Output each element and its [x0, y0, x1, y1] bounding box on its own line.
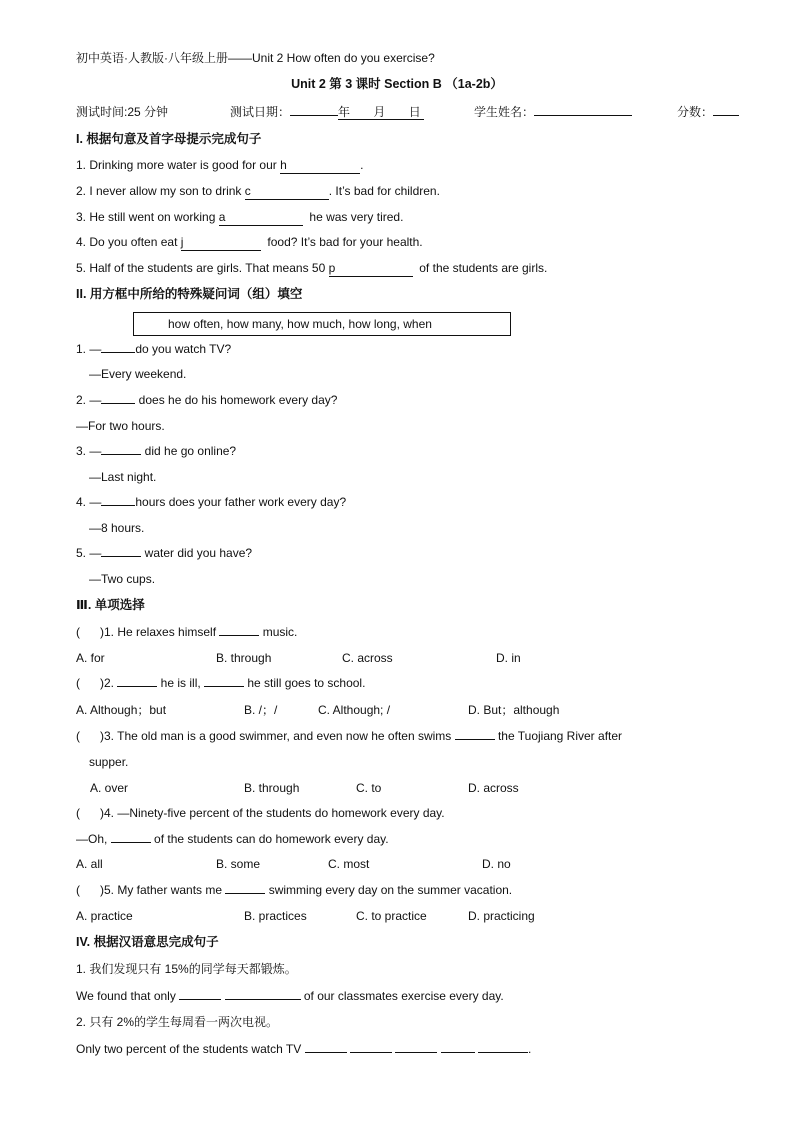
page-title: Unit 2 第 3 课时 Section B （1a-2b） — [291, 77, 503, 91]
s2-blank-1[interactable] — [101, 341, 135, 353]
s3-blank-4[interactable] — [111, 831, 151, 843]
s4-blank-2d[interactable] — [441, 1041, 475, 1053]
s2-answer-3: —Last night. — [89, 470, 157, 484]
s3-question-5: ( )5. My father wants me swimming every day on the summer vacation. — [76, 883, 513, 897]
s3-q3-option-d[interactable]: D. across — [468, 781, 519, 795]
score-blank[interactable] — [713, 104, 739, 116]
s2-answer-5: —Two cups. — [89, 572, 156, 586]
s2-question-3: 3. — did he go online? — [76, 444, 237, 458]
test-time: 测试时间:25 分钟 — [76, 105, 169, 119]
s2-question-2: 2. — does he do his homework every day? — [76, 393, 338, 407]
s3-q2-option-a[interactable]: A. Although；but — [76, 703, 167, 717]
s3-q2-option-b[interactable]: B. /；/ — [244, 703, 278, 717]
s4-blank-2b[interactable] — [350, 1041, 392, 1053]
s1-item-4: 4. Do you often eat j food? It’s bad for your health. — [76, 235, 423, 249]
s4-blank-2c[interactable] — [395, 1041, 437, 1053]
s3-question-3-cont: supper. — [89, 755, 129, 769]
s1-item-3: 3. He still went on working a he was very tired. — [76, 210, 404, 224]
s1-item-1: 1. Drinking more water is good for our h . — [76, 158, 364, 172]
s2-question-1: 1. — do you watch TV? — [76, 342, 232, 356]
s1-blank-1[interactable]: h — [280, 157, 360, 174]
s1-item-2: 2. I never allow my son to drink c . It’s bad for children. — [76, 184, 440, 198]
s2-blank-5[interactable] — [101, 545, 141, 557]
s3-q5-option-b[interactable]: B. practices — [244, 909, 307, 923]
s4-blank-1a[interactable] — [179, 988, 221, 1000]
s3-q5-option-a[interactable]: A. practice — [76, 909, 133, 923]
name-blank[interactable] — [534, 104, 632, 116]
s3-q2-option-c[interactable]: C. Although; / — [318, 703, 391, 717]
s4-chinese-1: 1. 我们发现只有 15%的同学每天都锻炼。 — [76, 962, 297, 976]
s3-q3-option-a[interactable]: A. over — [90, 781, 129, 795]
s3-q3-option-c[interactable]: C. to — [356, 781, 382, 795]
s3-question-4: ( )4. —Ninety-five percent of the students do homework every day. — [76, 806, 445, 820]
s3-q4-option-c[interactable]: C. most — [328, 857, 370, 871]
s3-q5-option-d[interactable]: D. practicing — [468, 909, 535, 923]
s2-answer-2: —For two hours. — [76, 419, 165, 433]
s2-answer-4: —8 hours. — [89, 521, 145, 535]
s3-q4-option-b[interactable]: B. some — [216, 857, 261, 871]
date-label: 测试日期： — [230, 105, 291, 119]
date-year: 年 月 日 — [338, 105, 424, 120]
s3-question-1: ( )1. He relaxes himself music. — [76, 625, 298, 639]
s3-q4-option-a[interactable]: A. all — [76, 857, 103, 871]
s3-q1-option-b[interactable]: B. through — [216, 651, 272, 665]
s2-blank-2[interactable] — [101, 392, 135, 404]
s3-blank-1[interactable] — [219, 624, 259, 636]
s2-question-5: 5. — water did you have? — [76, 546, 253, 560]
section-4-heading: IV. 根据汉语意思完成句子 — [76, 935, 219, 949]
s3-q3-option-b[interactable]: B. through — [244, 781, 300, 795]
s3-q2-option-d[interactable]: D. But；although — [468, 703, 560, 717]
score: 分数： — [677, 104, 739, 120]
s4-english-1: We found that only of our classmates exercise every day. — [76, 989, 504, 1003]
section-3-heading: Ⅲ. 单项选择 — [76, 598, 145, 612]
s2-blank-3[interactable] — [101, 443, 141, 455]
section-2-heading: II. 用方框中所给的特殊疑问词（组）填空 — [76, 287, 303, 301]
s1-blank-2[interactable]: c — [245, 183, 329, 200]
s3-q1-option-a[interactable]: A. for — [76, 651, 105, 665]
s3-blank-5[interactable] — [225, 882, 265, 894]
s1-blank-3[interactable]: a — [219, 209, 303, 226]
s1-blank-4[interactable]: j — [181, 234, 261, 251]
s2-blank-4[interactable] — [101, 494, 135, 506]
s4-blank-2e[interactable] — [478, 1041, 528, 1053]
s4-english-2: Only two percent of the students watch TV . — [76, 1042, 532, 1056]
s2-answer-1: —Every weekend. — [89, 367, 187, 381]
s4-blank-1b[interactable] — [225, 988, 301, 1000]
s3-blank-2b[interactable] — [204, 675, 244, 687]
s3-q5-option-c[interactable]: C. to practice — [356, 909, 427, 923]
s3-question-3: ( )3. The old man is a good swimmer, and even now he often swims the Tuojiang River after — [76, 729, 623, 743]
test-date — [230, 104, 424, 120]
s3-q1-option-c[interactable]: C. across — [342, 651, 393, 665]
s3-q4-option-d[interactable]: D. no — [482, 857, 511, 871]
s3-q1-option-d[interactable]: D. in — [496, 651, 521, 665]
s3-question-2: ( )2. he is ill, he still goes to school. — [76, 676, 366, 690]
s1-blank-5[interactable]: p — [329, 260, 413, 277]
date-blank-year[interactable] — [290, 104, 338, 116]
s2-question-4: 4. — hours does your father work every day? — [76, 495, 347, 509]
section-1-heading: I. 根据句意及首字母提示完成句子 — [76, 132, 262, 146]
breadcrumb: 初中英语·人教版·八年级上册——Unit 2 How often do you exercise? — [76, 51, 435, 65]
s4-chinese-2: 2. 只有 2%的学生每周看一两次电视。 — [76, 1015, 279, 1029]
s3-question-4-reply: —Oh, of the students can do homework every day. — [76, 832, 389, 846]
s1-item-5: 5. Half of the students are girls. That means 50 p of the students are girls. — [76, 261, 548, 275]
s3-blank-3[interactable] — [455, 728, 495, 740]
student-name: 学生姓名： — [474, 104, 632, 120]
s3-blank-2a[interactable] — [117, 675, 157, 687]
s4-blank-2a[interactable] — [305, 1041, 347, 1053]
word-box: how often, how many, how much, how long, when — [133, 312, 511, 336]
